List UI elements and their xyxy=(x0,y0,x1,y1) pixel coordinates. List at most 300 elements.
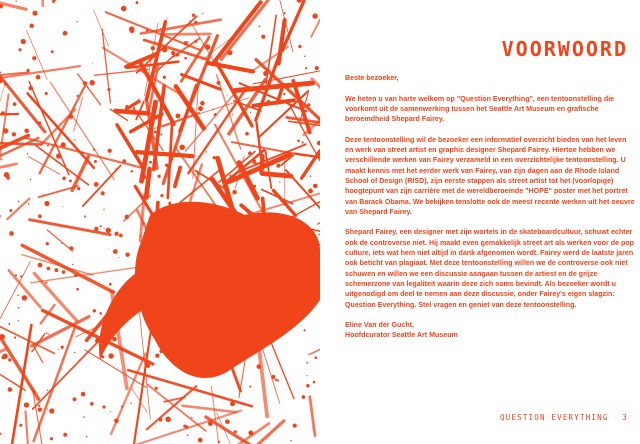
paint-splatter-dot xyxy=(268,263,271,266)
paint-stroke xyxy=(83,166,121,207)
paint-stroke xyxy=(22,255,93,275)
signature-title: Hoofdcurator Seattle Art Museum xyxy=(345,331,458,340)
paint-stroke xyxy=(175,168,180,187)
paint-splatter-dot xyxy=(174,206,176,208)
paint-splatter-dot xyxy=(24,129,29,134)
paint-splatter-dot xyxy=(258,25,260,27)
paint-splatter-dot xyxy=(245,132,249,136)
paint-stroke xyxy=(157,203,158,226)
paint-splatter-dot xyxy=(19,424,22,427)
paint-splatter-dot xyxy=(90,80,95,85)
paint-splatter-dot xyxy=(179,145,185,151)
paint-stroke xyxy=(212,2,260,64)
paint-stroke xyxy=(146,169,149,197)
paint-splatter-dot xyxy=(8,358,11,361)
paint-splatter-dot xyxy=(197,173,199,175)
paint-splatter-dot xyxy=(44,201,49,206)
paint-splatter-dot xyxy=(315,66,319,70)
paint-splatter-dot xyxy=(48,333,49,334)
paint-splatter-dot xyxy=(225,304,228,307)
signature xyxy=(345,320,635,341)
paint-splatter-dot xyxy=(310,175,312,177)
paint-splatter-dot xyxy=(58,349,59,350)
paint-splatter-dot xyxy=(27,69,30,72)
paint-splatter-dot xyxy=(93,148,95,150)
paint-splatter-dot xyxy=(106,228,111,233)
paint-splatter-dot xyxy=(282,220,283,221)
paint-splatter-dot xyxy=(137,286,138,287)
paint-stroke xyxy=(42,310,152,364)
paint-splatter-dot xyxy=(47,145,49,147)
paint-splatter-dot xyxy=(281,317,284,320)
paint-splatter-dot xyxy=(38,263,43,268)
paint-splatter-dot xyxy=(175,53,179,57)
paint-splatter-dot xyxy=(312,13,317,18)
paint-splatter-dot xyxy=(213,156,216,159)
paint-splatter-dot xyxy=(295,231,298,234)
page-number: 3 xyxy=(622,413,628,422)
paint-splatter-dot xyxy=(7,176,10,179)
paint-splatter-dot xyxy=(77,187,80,190)
paint-stroke xyxy=(26,411,34,444)
paint-splatter-dot xyxy=(18,201,20,203)
paint-splatter-dot xyxy=(229,239,234,244)
paint-splatter-dot xyxy=(83,81,87,85)
paint-splatter-dot xyxy=(74,139,75,140)
paint-splatter-dot xyxy=(102,405,105,408)
signature-name: Eline Van der Gucht, xyxy=(345,321,414,330)
paint-splatter-dot xyxy=(191,266,193,268)
paint-splatter-dot xyxy=(94,182,99,187)
paint-splatter-dot xyxy=(12,132,16,136)
paint-splatter-dot xyxy=(146,29,149,32)
paint-splatter-dot xyxy=(86,436,88,438)
paint-splatter-dot xyxy=(108,149,112,153)
paint-splatter-dot xyxy=(130,171,132,173)
paint-splatter-dot xyxy=(253,185,256,188)
paint-splatter-dot xyxy=(181,211,184,214)
paint-splatter-dot xyxy=(198,106,203,111)
paint-splatter-dot xyxy=(277,379,279,381)
paint-splatter-dot xyxy=(183,424,186,427)
paint-splatter-dot xyxy=(202,13,203,14)
paint-splatter-dot xyxy=(246,341,248,343)
paint-splatter-dot xyxy=(38,121,41,124)
paint-splatter-dot xyxy=(45,281,47,283)
paint-splatter-dot xyxy=(121,406,123,408)
paint-splatter-dot xyxy=(278,230,280,232)
paint-splatter-dot xyxy=(103,209,104,210)
paint-splatter-dot xyxy=(302,395,306,399)
paint-splatter-dot xyxy=(278,246,281,249)
paint-splatter-dot xyxy=(201,245,206,250)
paint-splatter-dot xyxy=(297,139,300,142)
paint-splatter-dot xyxy=(246,247,248,249)
paint-splatter-dot xyxy=(206,151,208,153)
paint-splatter-dot xyxy=(255,305,257,307)
paint-splatter-dot xyxy=(61,142,66,147)
paint-splatter-dot xyxy=(17,295,19,297)
paint-splatter-dot xyxy=(150,266,153,269)
paint-splatter-dot xyxy=(142,223,144,225)
paint-splatter-dot xyxy=(162,47,167,52)
paint-splatter-dot xyxy=(29,24,34,29)
paint-splatter-dot xyxy=(30,179,32,181)
paint-splatter-dot xyxy=(225,419,230,424)
paint-stroke xyxy=(0,56,45,132)
paint-splatter-dot xyxy=(160,28,161,29)
paint-splatter-dot xyxy=(149,161,152,164)
paint-splatter-dot xyxy=(72,264,73,265)
paint-stroke xyxy=(182,406,236,413)
paint-splatter-dot xyxy=(141,175,146,180)
paint-splatter-dot xyxy=(243,112,247,116)
paint-stroke xyxy=(309,336,320,355)
paint-splatter-dot xyxy=(200,269,205,274)
footer-label: QUESTION EVERYTHING xyxy=(499,413,609,422)
paint-splatter-dot xyxy=(50,437,53,440)
paint-splatter-dot xyxy=(306,384,310,388)
paint-splatter-dot xyxy=(56,153,61,158)
paint-splatter-dot xyxy=(307,103,310,106)
paint-splatter-dot xyxy=(194,21,197,24)
paint-stroke xyxy=(22,245,113,292)
paint-splatter-dot xyxy=(119,234,123,238)
paint-splatter-dot xyxy=(3,128,9,134)
paint-splatter-dot xyxy=(99,312,102,315)
paint-splatter-dot xyxy=(110,411,111,412)
paint-stroke xyxy=(221,0,268,59)
paint-splatter-dot xyxy=(276,164,280,168)
paint-splatter-dot xyxy=(54,268,58,272)
paint-splatter-dot xyxy=(306,362,308,364)
paint-splatter-dot xyxy=(229,175,231,177)
paint-splatter-dot xyxy=(108,353,113,358)
paint-splatter-dot xyxy=(256,364,261,369)
paint-splatter-dot xyxy=(125,105,128,108)
paint-splatter-dot xyxy=(119,294,124,299)
paint-splatter-dot xyxy=(32,11,37,16)
paint-splatter-dot xyxy=(313,381,316,384)
paint-splatter-dot xyxy=(28,203,30,205)
paint-splatter-dot xyxy=(232,316,236,320)
paint-splatter-dot xyxy=(61,346,64,349)
paint-splatter-dot xyxy=(157,175,160,178)
paragraph-2: Deze tentoonstelling wil de bezoeker een informatief overzicht bieden van het leven en werk van street artist en graphic designer Shepard Fairey. Hiertoe hebben we verschillende werken van Fairey verzameld in een overzichtelijke tentoonstelling. U maakt kennis met het eerder werk van Fairey, van zijn dagen aan de Rhode Island School of Design (RISD), zijn eerste stappen als street artist tot het (voorlopige) hoogtepunt van zijn carrière met de wereldberoemde "HOPE" poster met het portret van Barack Obama. We bekijken tenslotte ook de meest recente werken uit het oeuvre van Shepard Fairey. xyxy=(345,135,635,216)
paint-stroke xyxy=(265,151,271,189)
paint-splatter-dot xyxy=(133,107,136,110)
paint-splatter-dot xyxy=(195,149,196,150)
paint-splatter-dot xyxy=(93,309,96,312)
paint-splatter-dot xyxy=(15,0,16,1)
right-page xyxy=(320,0,640,444)
paint-splatter-dot xyxy=(146,363,151,368)
paragraph-3: Shepard Fairey, een designer met zijn wortels in de skateboardcultuur, schuwt echter ook de controverse niet. Hij maakt even gemakkelijk street art als werken voor de pop culture, iets wat hem niet altijd in dank afgenomen wordt. Fairey werd de laatste jaren ook beticht van plagiaat. Met deze tentoonstelling willen we de controverse ook niet schuwen en willen we een discussie aangaan tussen de artiest en de grijze schemerzone van legaliteit waarin deze zich soms bevindt. Als bezoeker wordt u uitgenodigd om deel te nemen aan deze discussie, onder Fairey's eigen slagzin: Question Everything. Stel vragen en geniet van deze tentoonstelling. xyxy=(345,228,634,309)
paint-splatter-dot xyxy=(1,111,5,115)
paint-splatter-dot xyxy=(101,355,104,358)
paint-stroke xyxy=(0,402,1,435)
paint-splatter-dot xyxy=(154,130,157,133)
paint-splatter-dot xyxy=(187,434,189,436)
paint-splatter-dot xyxy=(38,407,42,411)
paint-splatter-dot xyxy=(186,52,188,54)
paint-splatter-dot xyxy=(284,12,286,14)
paint-splatter-dot xyxy=(81,392,86,397)
paint-splatter-dot xyxy=(165,417,170,422)
paint-splatter-dot xyxy=(212,109,214,111)
paint-stroke xyxy=(261,156,262,172)
greeting: Beste bezoeker, xyxy=(345,74,399,82)
paint-stroke xyxy=(192,421,284,444)
paint-splatter-dot xyxy=(114,419,119,424)
paint-splatter-dot xyxy=(159,418,163,422)
paint-splatter-dot xyxy=(167,351,171,355)
paint-splatter-dot xyxy=(218,441,220,443)
paint-splatter-dot xyxy=(252,351,253,352)
paint-splatter-dot xyxy=(192,14,195,17)
paint-splatter-dot xyxy=(218,167,219,168)
paint-splatter-dot xyxy=(46,242,49,245)
paint-splatter-dot xyxy=(32,56,36,60)
paint-splatter-dot xyxy=(311,145,312,146)
paint-splatter-dot xyxy=(304,56,305,57)
paint-splatter-dot xyxy=(208,421,213,426)
paint-splatter-dot xyxy=(226,94,227,95)
paint-splatter-dot xyxy=(47,267,51,271)
paint-stroke xyxy=(0,262,30,329)
paint-splatter-dot xyxy=(62,270,66,274)
paint-splatter-dot xyxy=(199,362,204,367)
paint-splatter-dot xyxy=(143,261,145,263)
paint-stroke xyxy=(258,341,267,417)
paint-stroke xyxy=(30,220,111,235)
paint-splatter-dot xyxy=(214,113,217,116)
paint-splatter-dot xyxy=(194,40,197,43)
paint-splatter-dot xyxy=(302,141,304,143)
paint-splatter-dot xyxy=(69,115,73,119)
paint-splatter-dot xyxy=(13,102,17,106)
paint-splatter-dot xyxy=(250,112,251,113)
paint-splatter-dot xyxy=(174,228,177,231)
paint-splatter-dot xyxy=(47,409,48,410)
paint-splatter-dot xyxy=(253,160,256,163)
paint-splatter-dot xyxy=(268,36,269,37)
paint-splatter-dot xyxy=(253,344,255,346)
paint-splatter-dot xyxy=(137,285,142,290)
paint-splatter-dot xyxy=(63,31,68,36)
paint-splatter-dot xyxy=(248,430,253,435)
paint-splatter-dot xyxy=(157,50,160,53)
paint-splatter-dot xyxy=(266,216,271,221)
paint-splatter-dot xyxy=(151,46,155,50)
paint-splatter-dot xyxy=(45,92,48,95)
paint-splatter-dot xyxy=(271,375,275,379)
paint-splatter-dot xyxy=(21,39,26,44)
paint-splatter-dot xyxy=(233,176,238,181)
paint-splatter-dot xyxy=(0,71,1,73)
paint-splatter-dot xyxy=(62,176,66,180)
paint-stroke xyxy=(147,386,197,429)
paint-stroke xyxy=(54,0,124,1)
paint-stroke xyxy=(34,273,77,320)
page-title: VOORWOORD xyxy=(501,37,628,61)
paint-splatter-dot xyxy=(217,81,221,85)
paint-splatter-dot xyxy=(18,48,21,51)
paint-splatter-dot xyxy=(160,194,163,197)
paint-splatter-dot xyxy=(81,151,84,154)
paint-splatter-dot xyxy=(129,26,135,32)
paint-splatter-dot xyxy=(204,203,208,207)
paint-splatter-dot xyxy=(27,153,29,155)
paint-stroke xyxy=(209,63,253,71)
paint-splatter-dot xyxy=(33,390,36,393)
paint-splatter-dot xyxy=(72,271,73,272)
paint-splatter-dot xyxy=(313,184,318,189)
page-footer xyxy=(500,413,628,422)
paint-splatter-dot xyxy=(49,408,54,413)
paint-stroke xyxy=(78,74,101,105)
paint-splatter-dot xyxy=(146,319,147,320)
paint-splatter-dot xyxy=(305,67,307,69)
paint-splatter-dot xyxy=(183,41,187,45)
paint-splatter-dot xyxy=(298,264,301,267)
paint-splatter-dot xyxy=(234,430,237,433)
paint-splatter-dot xyxy=(94,227,98,231)
paint-splatter-dot xyxy=(205,44,210,49)
paint-splatter-dot xyxy=(163,76,166,79)
paint-splatter-dot xyxy=(162,348,163,349)
paint-splatter-dot xyxy=(232,190,237,195)
paint-splatter-dot xyxy=(138,99,139,100)
paint-splatter-dot xyxy=(20,275,22,277)
paint-splatter-dot xyxy=(262,243,265,246)
paint-splatter-dot xyxy=(315,356,318,359)
paint-splatter-dot xyxy=(8,323,10,325)
paint-splatter-dot xyxy=(227,314,231,318)
paint-splatter-dot xyxy=(227,50,232,55)
paint-splatter-dot xyxy=(8,387,13,392)
paint-splatter-dot xyxy=(258,344,260,346)
paint-splatter-dot xyxy=(43,194,44,195)
paint-splatter-dot xyxy=(290,440,292,442)
paint-splatter-dot xyxy=(63,206,64,207)
paint-splatter-dot xyxy=(3,354,8,359)
paint-splatter-dot xyxy=(150,202,151,203)
paint-splatter-dot xyxy=(76,21,77,22)
paint-splatter-dot xyxy=(169,156,174,161)
paint-splatter-dot xyxy=(95,338,100,343)
paint-splatter-dot xyxy=(139,236,141,238)
paint-splatter-dot xyxy=(278,252,282,256)
paint-splatter-dot xyxy=(9,209,12,212)
paint-stroke xyxy=(115,111,148,114)
paint-splatter-dot xyxy=(189,370,192,373)
paint-splatter-dot xyxy=(303,329,305,331)
paint-stroke xyxy=(94,10,109,46)
paint-splatter-dot xyxy=(136,1,139,4)
paint-splatter-dot xyxy=(18,320,19,321)
paint-splatter-dot xyxy=(298,45,301,48)
paint-splatter-dot xyxy=(125,252,129,256)
paint-stroke xyxy=(32,317,89,346)
paint-splatter-dot xyxy=(130,403,131,404)
paint-splatter-dot xyxy=(198,407,199,408)
paint-splatter-dot xyxy=(38,405,40,407)
paint-splatter-dot xyxy=(241,320,244,323)
paint-splatter-dot xyxy=(107,88,110,91)
paint-splatter-dot xyxy=(206,332,212,338)
paint-splatter-dot xyxy=(160,133,162,135)
paint-splatter-dot xyxy=(28,86,33,91)
paint-splatter-dot xyxy=(14,337,16,339)
paint-splatter-dot xyxy=(18,307,20,309)
paint-splatter-dot xyxy=(92,63,93,64)
paint-splatter-dot xyxy=(155,387,158,390)
paint-splatter-dot xyxy=(220,171,223,174)
paint-splatter-dot xyxy=(297,0,302,3)
paint-splatter-dot xyxy=(130,286,134,290)
paint-splatter-dot xyxy=(76,288,79,291)
paint-splatter-dot xyxy=(36,75,41,80)
paint-splatter-dot xyxy=(101,191,105,195)
paint-splatter-dot xyxy=(291,223,295,227)
paint-splatter-dot xyxy=(61,243,62,244)
paint-splatter-dot xyxy=(112,337,117,342)
paint-stroke xyxy=(40,0,43,6)
paint-splatter-dot xyxy=(74,352,76,354)
paint-splatter-dot xyxy=(171,51,175,55)
paint-splatter-dot xyxy=(0,334,5,339)
paint-splatter-dot xyxy=(47,389,48,390)
paint-splatter-dot xyxy=(24,402,29,407)
paint-splatter-dot xyxy=(191,417,192,418)
paint-splatter-dot xyxy=(224,363,228,367)
paint-splatter-dot xyxy=(9,231,14,236)
paint-splatter-dot xyxy=(315,240,316,241)
paint-stroke xyxy=(0,0,26,9)
paint-splatter-dot xyxy=(293,424,297,428)
paint-splatter-dot xyxy=(109,248,110,249)
paint-stroke xyxy=(310,397,315,436)
paint-splatter-dot xyxy=(184,263,187,266)
paint-splatter-dot xyxy=(177,357,178,358)
paint-splatter-dot xyxy=(275,378,277,380)
paint-splatter-dot xyxy=(245,219,249,223)
paint-splatter-dot xyxy=(300,124,301,125)
paint-splatter-dot xyxy=(291,283,297,289)
paint-splatter-dot xyxy=(136,127,139,130)
paint-splatter-dot xyxy=(119,257,120,258)
paint-splatter-dot xyxy=(155,354,159,358)
paint-stroke xyxy=(171,346,240,347)
paint-splatter-dot xyxy=(103,228,104,229)
paint-splatter-dot xyxy=(74,274,77,277)
paint-splatter-dot xyxy=(76,95,78,97)
paint-splatter-dot xyxy=(312,427,313,428)
paint-splatter-dot xyxy=(279,181,280,182)
paint-splatter-dot xyxy=(210,203,215,208)
paint-stroke xyxy=(229,255,230,302)
paint-splatter-dot xyxy=(167,18,168,19)
paint-splatter-dot xyxy=(69,246,73,250)
paint-splatter-dot xyxy=(90,402,94,406)
paint-splatter-dot xyxy=(284,296,285,297)
paint-splatter-dot xyxy=(200,101,205,106)
paint-splatter-dot xyxy=(252,87,253,88)
paint-splatter-dot xyxy=(84,215,86,217)
paint-splatter-dot xyxy=(287,311,290,314)
paint-splatter-dot xyxy=(151,102,152,103)
